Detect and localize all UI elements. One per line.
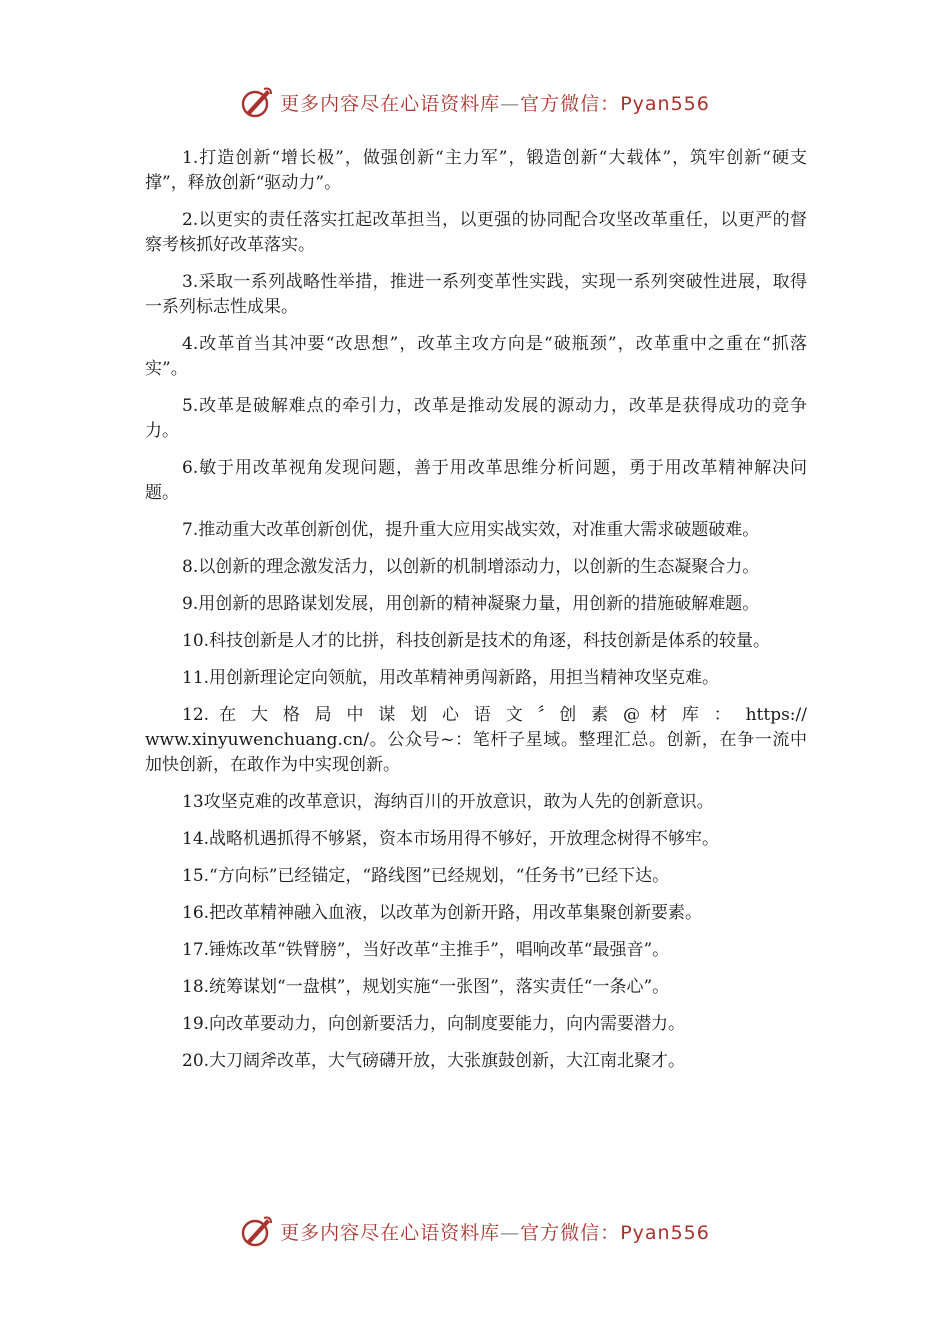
paragraph-6: 6.敏于用改革视角发现问题，善于用改革思维分析问题，勇于用改革精神解决问题。	[145, 458, 807, 503]
banner-separator: —	[500, 92, 521, 115]
header-banner	[0, 82, 950, 122]
paragraph-2: 2.以更实的责任落实扛起改革担当，以更强的协同配合攻坚改革重任，以更严的督察考核抓好改革落实。	[145, 210, 807, 255]
banner-wechat-id: Pyan556	[620, 92, 710, 115]
paragraph-11: 11.用创新理论定向领航，用改革精神勇闯新路，用担当精神攻坚克难。	[182, 668, 720, 688]
paragraph-4: 4.改革首当其冲要“改思想”，改革主攻方向是“破瓶颈”，改革重中之重在“抓落实”。	[145, 334, 807, 379]
paragraph-14: 14.战略机遇抓得不够紧，资本市场用得不够好，开放理念树得不够牢。	[182, 829, 720, 849]
banner-text	[280, 89, 710, 116]
footer-banner	[0, 1211, 950, 1251]
paragraph-12-rest: www.xinyuwenchuang.cn/。公众号~：笔杆子星域。整理汇总。创新，在争一流中加快创新，在敢作为中实现创新。	[145, 730, 807, 775]
quill-pen-logo-icon	[240, 1214, 274, 1248]
paragraph-9: 9.用创新的思路谋划发展，用创新的精神凝聚力量，用创新的措施破解难题。	[182, 594, 760, 614]
paragraph-18: 18.统筹谋划“一盘棋”，规划实施“一张图”，落实责任“一条心”。	[182, 977, 670, 997]
paragraph-5: 5.改革是破解难点的牵引力，改革是推动发展的源动力，改革是获得成功的竞争力。	[145, 396, 807, 441]
paragraph-7: 7.推动重大改革创新创优，提升重大应用实战实效，对准重大需求破题破难。	[182, 520, 760, 540]
banner-title: 更多内容尽在心语资料库	[280, 92, 501, 115]
paragraph-1: 1.打造创新“增长极”，做强创新“主力军”，锻造创新“大载体”，筑牢创新“硬支撑”，释放创新“驱动力”。	[145, 148, 807, 193]
paragraph-3: 3.采取一系列战略性举措，推进一系列变革性实践，实现一系列突破性进展，取得一系列标志性成果。	[145, 272, 807, 317]
banner-separator: —	[500, 1221, 521, 1244]
banner-wechat-label: 官方微信：	[520, 92, 621, 115]
paragraph-19: 19.向改革要动力，向创新要活力，向制度要能力，向内需要潜力。	[182, 1014, 686, 1034]
paragraph-16: 16.把改革精神融入血液，以改革为创新开路，用改革集聚创新要素。	[182, 903, 703, 923]
banner-wechat-label: 官方微信：	[520, 1221, 621, 1244]
paragraph-20: 20.大刀阔斧改革，大气磅礴开放，大张旗鼓创新，大江南北聚才。	[182, 1051, 686, 1071]
banner-title: 更多内容尽在心语资料库	[280, 1221, 501, 1244]
paragraph-17: 17.锤炼改革“铁臂膀”，当好改革“主推手”，唱响改革“最强音”。	[182, 940, 670, 960]
quill-pen-logo-icon	[240, 85, 274, 119]
paragraph-13: 13攻坚克难的改革意识，海纳百川的开放意识，敢为人先的创新意识。	[182, 792, 714, 812]
paragraph-12-line-1: 12. 在 大 格 局 中 谋 划 心 语 文 〞创 素 @ 材 库 ： https://	[182, 705, 807, 725]
banner-text	[280, 1218, 710, 1245]
paragraph-10: 10.科技创新是人才的比拼，科技创新是技术的角逐，科技创新是体系的较量。	[182, 631, 771, 651]
banner-wechat-id: Pyan556	[620, 1221, 710, 1244]
paragraph-8: 8.以创新的理念激发活力，以创新的机制增添动力，以创新的生态凝聚合力。	[182, 557, 760, 577]
document-body	[145, 146, 807, 1086]
paragraph-12	[145, 703, 807, 778]
paragraph-15: 15.“方向标”已经锚定，“路线图”已经规划，“任务书”已经下达。	[182, 866, 670, 886]
